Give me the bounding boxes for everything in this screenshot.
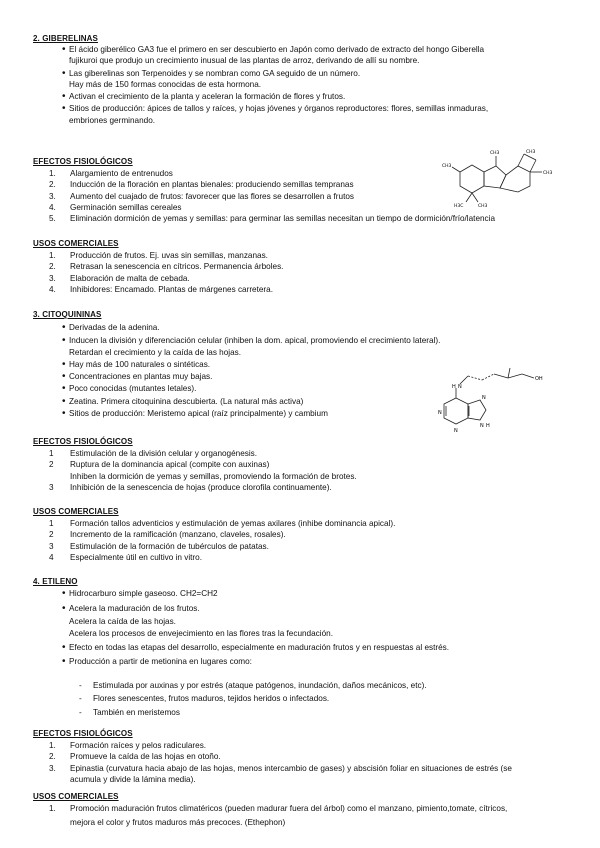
molecule-label: H [486, 423, 490, 429]
heading-efectos-giberelinas: EFECTOS FISIOLÓGICOS [33, 157, 133, 166]
list-item: • Hidrocarburo simple gaseoso. CH2=CH2 [62, 588, 218, 599]
list-item: 3. Aumento del cuajado de frutos: favorecer que las flores se desarrollen a frutos [49, 191, 354, 201]
molecule-label: N [458, 384, 462, 390]
list-item: • Concentraciones en plantas muy bajas. [62, 371, 213, 383]
section-title-giberelinas: 2. GIBERELINAS [33, 34, 98, 43]
list-item: 3. Epinastia (curvatura hacia abajo de las hojas, menos intercambio de gases) y abscisión foliar en situaciones de estrés (se acumula y divide la lámina media). [49, 763, 512, 784]
section-title-citoquininas: 3. CITOQUININAS [33, 310, 102, 319]
molecule-label: H3C [454, 204, 464, 209]
list-item: 4. Inhibidores: Encamado. Plantas de márgenes carretera. [49, 284, 273, 294]
list-item: 2. Retrasan la senescencia en cítricos. Permanencia árboles. [49, 262, 284, 272]
molecule-label: N [480, 423, 484, 429]
list-item: 5. Eliminación dormición de yemas y semillas: para germinar las semillas necesitan un tiempo de dormición/frío/latencia [49, 214, 496, 224]
citoquininas-efectos-list [33, 448, 553, 493]
list-item: • Activan el crecimiento de la planta y aceleran la formación de flores y frutos. [62, 91, 346, 103]
heading-efectos-citoquininas: EFECTOS FISIOLÓGICOS [33, 437, 133, 446]
list-item: 4. Germinación semillas cereales [49, 202, 182, 212]
section-title-etileno: 4. ETILENO [33, 577, 78, 586]
list-item: 1. Alargamiento de entrenudos [49, 169, 173, 178]
molecule-label: N [438, 410, 442, 416]
list-item: • El ácido giberélico GA3 fue el primero en ser descubierto en Japón como derivado de extracto del hongo Giberella fujikuroi que produjo un crecimiento inusual de las plantas de arroz, derivando de allí su nombre. [62, 44, 485, 66]
molecule-label: CH3 [543, 171, 553, 176]
list-item: - Flores senescentes, frutos maduros, tejidos heridos o infectados. [79, 694, 330, 704]
list-item: - Estimulada por auxinas y por estrés (ataque patógenos, inundación, daños mecánicos, etc). [79, 681, 427, 690]
citoquininas-usos-list [33, 518, 553, 563]
list-item: • Efecto en todas las etapas del desarrollo, especialmente en maduración frutos y en respuestas al estrés. [62, 642, 450, 654]
list-item: 2 Ruptura de la dominancia apical (compite con auxinas) Inhiben la dormición de yemas y semillas, promoviendo la formación de brotes. [49, 460, 357, 481]
list-item: • Hay más de 100 naturales o sintéticas. [62, 358, 211, 370]
list-item: 4 Especialmente útil en cultivo in vitro. [49, 552, 202, 562]
molecule-label: N [482, 395, 486, 401]
molecule-label: CH3 [478, 204, 488, 209]
list-item: 1. Formación raíces y pelos radiculares. [49, 741, 207, 750]
heading-usos-giberelinas: USOS COMERCIALES [33, 239, 119, 248]
etileno-bullet-list [33, 588, 573, 668]
list-item: 3. Elaboración de malta de cebada. [49, 273, 190, 283]
giberelinas-bullet-list [33, 44, 573, 126]
list-item: • Sitios de producción: ápices de tallos y raíces, y hojas jóvenes y órganos reproductores: flores, semillas inmaduras, embriones germinando. [62, 103, 489, 125]
molecule-label: CH3 [526, 150, 536, 155]
molecule-label: OH [535, 376, 543, 382]
molecule-label: N [454, 428, 458, 434]
list-item: • Zeatina. Primera citoquinina descubierta. (La natural más activa) [62, 395, 304, 407]
giberelinas-usos-list [33, 250, 573, 295]
list-item: 1. Producción de frutos. Ej. uvas sin semillas, manzanas. [49, 251, 268, 260]
list-item: 3 Estimulación de la formación de tubérculos de patatas. [49, 541, 269, 551]
list-item: • Acelera la maduración de los frutos. Acelera la caída de las hojas. Acelera los procesos de envejecimiento en las flores tras la fecundación. [62, 603, 333, 638]
heading-usos-etileno: USOS COMERCIALES [33, 792, 119, 801]
list-item: - También en meristemos [79, 707, 180, 717]
zeatin-structure-diagram [438, 366, 578, 444]
molecule-label: H [452, 384, 456, 390]
list-item: 1 Estimulación de la división celular y organogénesis. [49, 449, 258, 458]
list-item: 2. Inducción de la floración en plantas bienales: produciendo semillas tempranas [49, 180, 354, 190]
etileno-usos-list [33, 803, 565, 829]
molecule-label: CH3 [490, 151, 500, 156]
heading-usos-citoquininas: USOS COMERCIALES [33, 507, 119, 516]
list-item: 1 Formación tallos adventicios y estimulación de yemas axilares (inhibe dominancia apical). [49, 519, 396, 528]
list-item: • Derivadas de la adenina. [62, 322, 160, 333]
etileno-dash-list [55, 680, 575, 718]
heading-efectos-etileno: EFECTOS FISIOLÓGICOS [33, 729, 133, 738]
list-item: • Producción a partir de metionina en lugares como: [62, 656, 252, 668]
gibberellin-structure-diagram [440, 142, 555, 212]
list-item: 3 Inhibición de la senescencia de hojas (produce clorofila continuamente). [49, 482, 332, 492]
list-item: • Sitios de producción: Meristemo apical (raíz principalmente) y cambium [62, 408, 328, 420]
list-item: • Inducen la división y diferenciación celular (inhiben la dom. apical, promoviendo el crecimiento lateral). Retardan el crecimiento y la caída de las hojas. [62, 335, 441, 357]
list-item: 1. Promoción maduración frutos climatéricos (pueden madurar fuera del árbol) como el manzano, pimiento,tomate, cítricos, mejora el color y frutos maduros más precoces. (Ethephon) [49, 804, 508, 828]
molecule-label: CH3 [442, 164, 452, 169]
list-item: 2 Incremento de la ramificación (manzano, claveles, rosales). [49, 530, 286, 540]
etileno-efectos-list [33, 740, 565, 785]
list-item: 2. Promueve la caída de las hojas en otoño. [49, 752, 221, 762]
list-item: • Las giberelinas son Terpenoides y se nombran como GA seguido de un número. Hay más de 150 formas conocidas de esta hormona. [62, 67, 361, 89]
list-item: • Poco conocidas (mutantes letales). [62, 383, 197, 395]
